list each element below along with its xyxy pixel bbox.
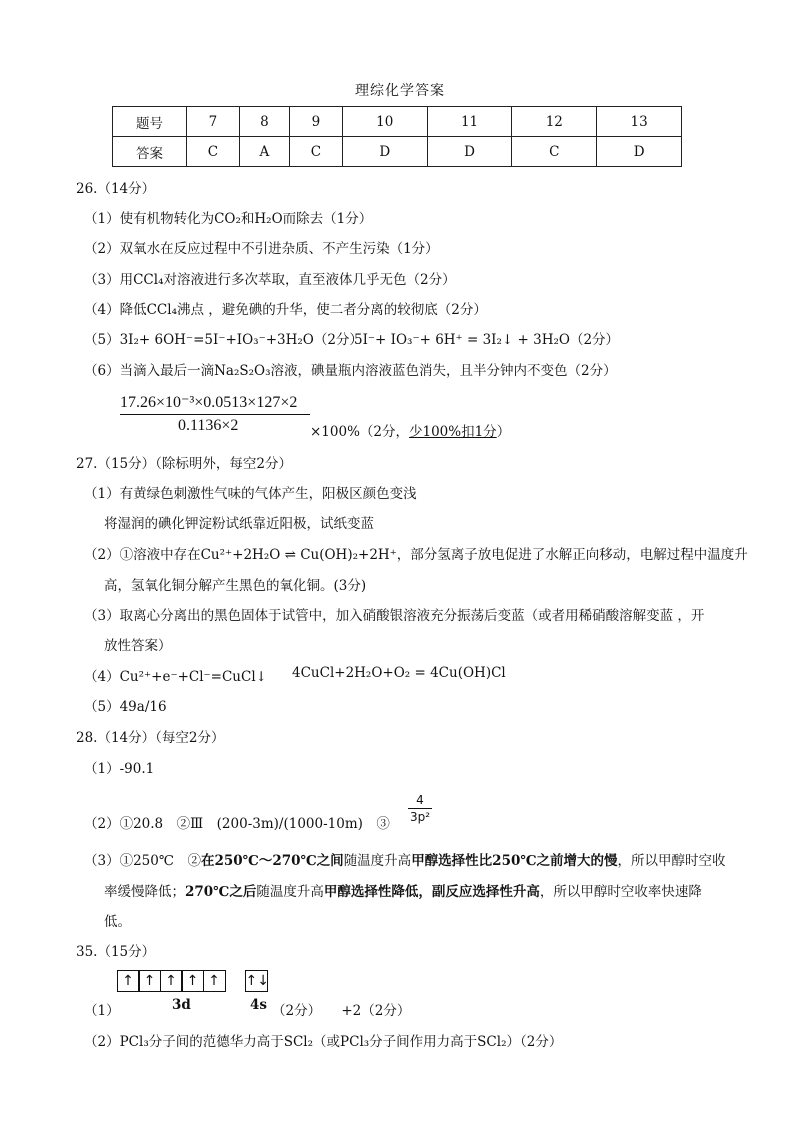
q28-3b-part2: 270℃之后 — [185, 884, 257, 900]
q28-3a-part1: （3）①250℃ ② — [84, 853, 201, 869]
page-title: 理综化学答案 — [355, 83, 445, 99]
orbital-box: ↑ — [203, 970, 226, 992]
orbital-box: ↑ — [117, 970, 140, 992]
fraction-denominator: 0.1136×2 — [178, 417, 239, 434]
q27-line-5: （5）49a/16 — [84, 699, 167, 715]
table-cell: C — [289, 137, 342, 167]
orbital-box: ↑ — [160, 970, 183, 992]
table-cell: D — [427, 137, 512, 167]
small-fraction-bar — [408, 808, 432, 809]
small-fraction-denominator: 3p² — [409, 810, 431, 824]
table-cell: 7 — [187, 107, 240, 137]
table-cell: 答案 — [113, 137, 187, 167]
orbital-box: ↑ — [181, 970, 204, 992]
fraction-tail-c: ） — [496, 424, 511, 440]
q28-3b-part5: ，所以甲醇时空收率快速降 — [539, 884, 702, 900]
q27-line-1b: 将湿润的碘化钾淀粉试纸靠近阳极，试纸变蓝 — [104, 516, 374, 532]
q28-3b-part1: 率缓慢降低； — [104, 884, 185, 900]
q28-3a-part4: 甲醇选择性比250℃之前增大的慢 — [411, 853, 618, 869]
q27-line-2b: 高，氢氧化铜分解产生黑色的氧化铜。(3分) — [104, 578, 367, 594]
q28-small-fraction — [408, 793, 432, 824]
q26-line-1: （1）使有机物转化为CO₂和H₂O而除去（1分） — [84, 211, 373, 227]
table-cell: 10 — [342, 107, 427, 137]
q35-line-1-tail: （2分） +2（2分） — [272, 1003, 411, 1019]
fraction-numerator: 17.26×10⁻³×0.0513×127×2 — [120, 394, 298, 411]
q28-3b-part3: 随温度升高 — [256, 884, 324, 900]
q28-line-2: （2）①20.8 ②Ⅲ (200-3m)/(1000-10m) ③ — [84, 816, 390, 832]
table-cell: A — [239, 137, 289, 167]
q28-line-3a — [84, 849, 726, 869]
q35-line-2: （2）PCl₃分子间的范德华力高于SCl₂（或PCl₃分子间作用力高于SCl₂）（2分） — [84, 1034, 563, 1050]
orbital-label-3d: 3d — [172, 997, 191, 1013]
q28-line-3c: 低。 — [104, 914, 131, 930]
q35-line-1-prefix: （1） — [84, 1003, 120, 1019]
table-cell: 12 — [512, 107, 597, 137]
q27-line-3a: （3）取离心分离出的黑色固体于试管中，加入硝酸银溶液充分振荡后变蓝（或者用稀硝酸溶解变蓝 ，开 — [84, 608, 705, 624]
orbital-diagram-4s — [246, 970, 268, 992]
q26-heading: 26.（14分） — [76, 181, 156, 197]
table-row — [113, 107, 682, 137]
fraction-tail-a: ×100%（2分， — [310, 424, 409, 440]
table-row — [113, 137, 682, 167]
q28-line-3b — [104, 880, 702, 900]
table-cell: 13 — [597, 107, 682, 137]
table-cell: 11 — [427, 107, 512, 137]
q28-3a-part3: 随温度升高 — [343, 853, 412, 869]
q27-line-4b: 4CuCl+2H₂O+O₂ = 4Cu(OH)Cl — [292, 665, 506, 681]
q26-line-2: （2）双氧水在反应过程中不引进杂质、不产生污染（1分） — [84, 241, 439, 257]
table-cell: 8 — [239, 107, 289, 137]
q26-line-6: （6）当滴入最后一滴Na₂S₂O₃溶液，碘量瓶内溶液蓝色消失，且半分钟内不变色（2分） — [84, 363, 617, 379]
orbital-diagram-3d — [118, 970, 226, 992]
q26-line-4: （4）降低CCl₄沸点 ，避免碘的升华，使二者分离的较彻底（2分） — [84, 302, 487, 318]
q28-3a-part2: 在250℃～270℃之间 — [200, 853, 344, 869]
q26-line-5b: 5I⁻+ IO₃⁻+ 6H⁺ = 3I₂↓ + 3H₂O（2分） — [354, 332, 620, 348]
q28-line-1: （1）-90.1 — [84, 761, 155, 777]
orbital-box: ↑ — [138, 970, 161, 992]
orbital-label-4s: 4s — [250, 997, 267, 1013]
q26-line-5a: （5）3I₂+ 6OH⁻=5I⁻+IO₃⁻+3H₂O（2分） — [84, 332, 363, 348]
fraction-tail-b: 少100%扣1分 — [409, 424, 497, 440]
q27-heading: 27.（15分）（除标明外，每空2分） — [76, 456, 292, 472]
table-cell: C — [187, 137, 240, 167]
q26-fraction — [120, 392, 310, 435]
table-cell: 9 — [289, 107, 342, 137]
q26-line-3: （3）用CCl₄对溶液进行多次萃取，直至液体几乎无色（2分） — [84, 272, 456, 288]
table-cell: D — [342, 137, 427, 167]
small-fraction-numerator: 4 — [416, 793, 424, 807]
table-cell: 题号 — [113, 107, 187, 137]
answer-table — [112, 106, 682, 167]
table-cell: C — [512, 137, 597, 167]
q28-3a-part5: ，所以甲醇时空收 — [617, 853, 726, 869]
q26-fraction-tail — [310, 420, 510, 440]
orbital-box: ↑↓ — [245, 970, 268, 992]
table-cell: D — [597, 137, 682, 167]
q27-line-1: （1）有黄绿色刺激性气味的气体产生，阳极区颜色变浅 — [84, 486, 417, 502]
q27-line-3b: 放性答案） — [104, 638, 172, 654]
q35-heading: 35.（15分） — [76, 944, 156, 960]
q27-line-4a: （4）Cu²⁺+e⁻+Cl⁻=CuCl↓ — [84, 669, 267, 685]
q28-3b-part4: 甲醇选择性降低，副反应选择性升高 — [323, 884, 540, 900]
q27-line-2a: （2）①溶液中存在Cu²⁺+2H₂O ⇌ Cu(OH)₂+2H⁺，部分氢离子放电促进了水解正向移动，电解过程中温度升 — [84, 547, 748, 563]
q28-heading: 28.（14分）（每空2分） — [76, 730, 225, 746]
